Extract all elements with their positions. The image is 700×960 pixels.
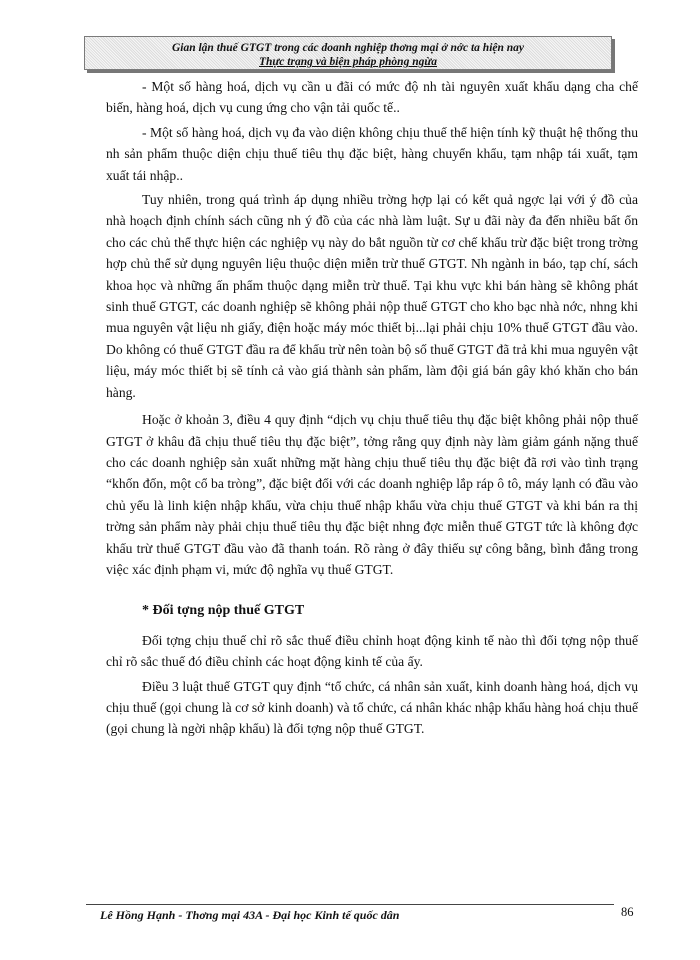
paragraph: Điều 3 luật thuế GTGT quy định “tổ chức, cá nhân sản xuất, kinh doanh hàng hoá, dịch vụ chịu thuế (gọi chung là cơ sở kinh doanh) và tổ chức, cá nhân khác nhập khẩu hàng hoá chịu thuế (gọi chung là ngời nhập khẩu) là đối tợng nộp thuế GTGT. xyxy=(106,678,638,737)
paragraph: Đối tợng chịu thuế chỉ rõ sắc thuế điều chỉnh hoạt động kinh tế nào thì đối tợng nộp thuế chỉ rõ sắc thuế đó điều chỉnh các hoạt động kinh tế của ấy. xyxy=(106,632,638,670)
body-text xyxy=(106,76,638,746)
footer-author: Lê Hồng Hạnh - Thơng mại 43A - Đại học Kinh tế quốc dân xyxy=(100,908,400,922)
running-header xyxy=(84,36,612,70)
header-subtitle: Thực trạng và biện pháp phòng ngừa xyxy=(258,56,437,68)
footer-divider xyxy=(86,904,614,905)
paragraph: Tuy nhiên, trong quá trình áp dụng nhiều trờng hợp lại có kết quả ngợc lại với ý đồ của nhà hoạch định chính sách cũng nh ý đồ của các nhà làm luật. Sự u đãi này đa đến nhiều bất ổn cho các chủ thể thực hiện các nghiệp vụ này do bắt nguồn từ cơ chế khấu trừ đặc biệt trong trờng hợp chủ thể sử dụng nguyên liệu thuộc diện miễn trừ thuế GTGT. Nh ngành in báo, tạp chí, sách khoa học và những ấn phẩm thuộc dạng miễn trừ thuế. Tại khu vực khi bán hàng sẽ không phát sinh thuế GTGT, các doanh nghiệp sẽ không phải nộp thuế GTGT cho kho bạc nhà nớc, nhng khi mua nguyên vật liệu nh giấy, điện hoặc máy móc thiết bị...lại phải chịu 10% thuế GTGT đầu vào. Do không có thuế GTGT đầu ra để khấu trừ nên toàn bộ số thuế GTGT đã trả khi mua nguyên vật liệu, máy móc thiết bị sẽ tính cả vào giá thành sản phẩm, làm đội giá bán gây khó khăn cho bán hàng. xyxy=(106,192,638,400)
header-title: Gian lận thuế GTGT trong các doanh nghiệp thơng mại ở nớc ta hiện nay xyxy=(171,42,525,54)
paragraph: - Một số hàng hoá, dịch vụ đa vào diện không chịu thuế thể hiện tính kỹ thuật hệ thống thu nh sản phẩm thuộc diện chịu thuế tiêu thụ đặc biệt, hàng chuyển khẩu, tạm nhập tái xuất, tạm xuất tái nhập.. xyxy=(106,124,638,183)
paragraph: - Một số hàng hoá, dịch vụ cần u đãi có mức độ nh tài nguyên xuất khẩu dạng cha chế biến, hàng hoá, dịch vụ cung ứng cho vận tải quốc tế.. xyxy=(106,79,638,116)
paragraph: Hoặc ở khoản 3, điều 4 quy định “dịch vụ chịu thuế tiêu thụ đặc biệt không phải nộp thuế GTGT ở khâu đã chịu thuế tiêu thụ đặc biệt”, tởng rằng quy định này làm giảm gánh nặng thuế cho các doanh nghiệp sản xuất những mặt hàng chịu thuế tiêu thụ đặc biệt đã rơi vào tình trạng “khốn đốn, một cổ ba tròng”, đặc biệt đối với các doanh nghiệp lắp ráp ô tô, máy lạnh có đầu vào chủ yếu là linh kiện nhập khẩu, vừa chịu thuế nhập khẩu vừa chịu thuế GTGT và khi bán ra thị trờng sản phẩm này phải chịu thuế tiêu thụ đặc biệt nhng đợc miễn thuế GTGT tức là không đợc khấu trừ thuế GTGT đầu vào đã thanh toán. Rõ ràng ở đây thiếu sự công bằng, bình đẳng trong việc xác định phạm vi, mức độ nghĩa vụ thuế GTGT. xyxy=(106,412,638,577)
section-heading: * Đối tợng nộp thuế GTGT xyxy=(142,603,305,619)
page-number: 86 xyxy=(621,905,634,919)
